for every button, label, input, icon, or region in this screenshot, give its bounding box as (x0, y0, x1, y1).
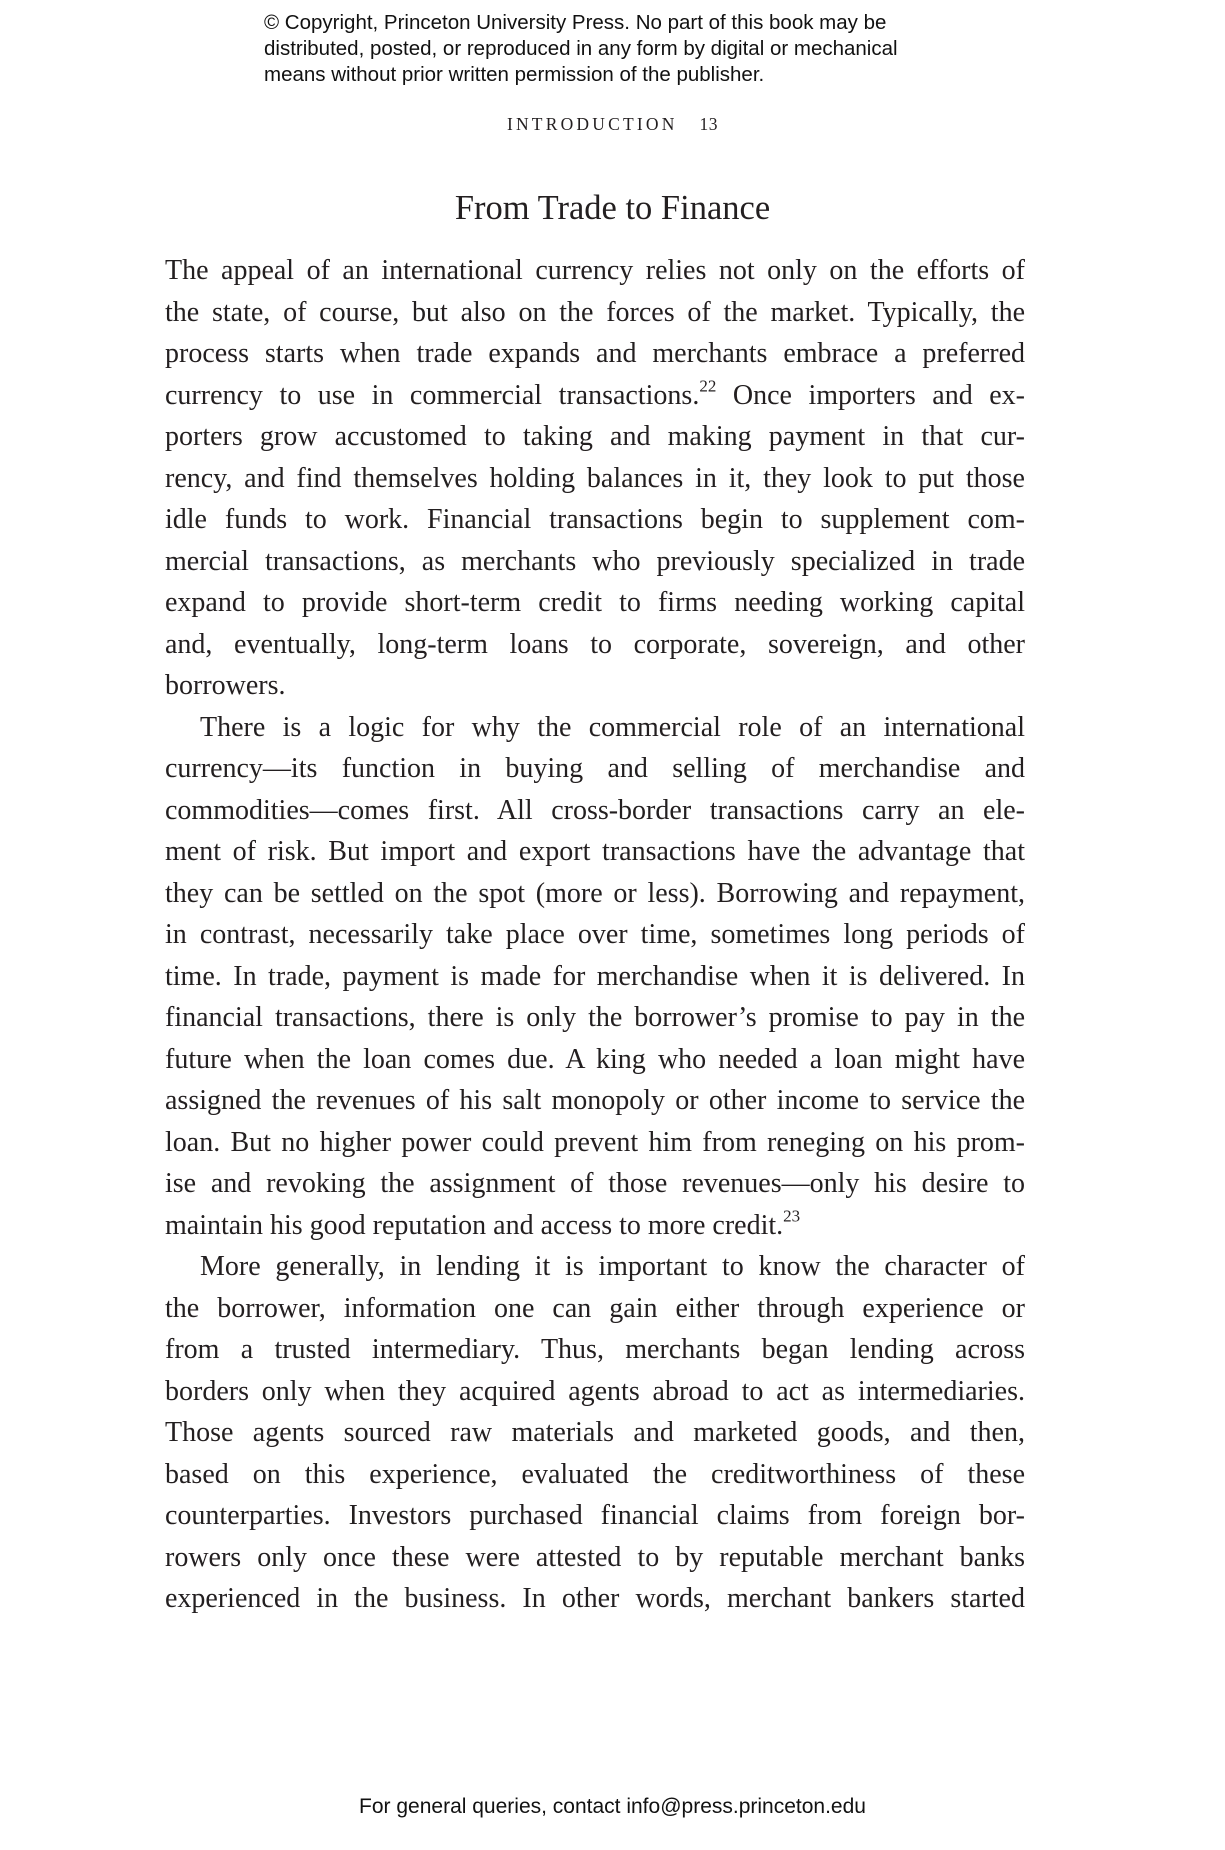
text-line: counterparties. Investors purchased financial claims from foreign bor- (165, 1500, 1025, 1531)
paragraph (165, 250, 1025, 707)
running-head (0, 114, 1225, 135)
text-line: borrowers. (165, 670, 286, 701)
text-line: future when the loan comes due. A king who needed a loan might have (165, 1043, 1025, 1075)
text-line: based on this experience, evaluated the creditworthiness of these (165, 1458, 1025, 1490)
page-number: 13 (699, 114, 719, 134)
text-line: loan. But no higher power could prevent him from reneging on his prom- (165, 1126, 1025, 1158)
text-line: currency—its function in buying and selling of merchandise and (165, 753, 1025, 784)
copyright-line: © Copyright, Princeton University Press. No part of this book may be (264, 11, 887, 34)
text-line: More generally, in lending it is important to know the character of (200, 1251, 1025, 1282)
text-line: from a trusted intermediary. Thus, merchants began lending across (165, 1334, 1025, 1365)
text-line-with-footnote (165, 1205, 1025, 1247)
text-line: There is a logic for why the commercial role of an international (200, 711, 1025, 743)
section-heading: From Trade to Finance (454, 189, 771, 227)
text-line: time. In trade, payment is made for merchandise when it is delivered. In (165, 960, 1025, 992)
text-line: Those agents sourced raw materials and marketed goods, and then, (165, 1417, 1025, 1448)
text-line: rowers only once these were attested to by reputable merchant banks (165, 1541, 1025, 1573)
footnote-ref[interactable]: 22 (699, 375, 717, 395)
copyright-line: means without prior written permission of the publisher. (264, 63, 765, 86)
text-line: commodities—comes first. All cross-border transactions carry an ele- (165, 794, 1025, 826)
text-line: process starts when trade expands and merchants embrace a preferred (165, 338, 1025, 369)
text-line: and, eventually, long-term loans to corporate, sovereign, and other (165, 628, 1025, 660)
text-line: mercial transactions, as merchants who previously specialized in trade (165, 545, 1025, 577)
text-segment: Once importers and ex- (716, 379, 1025, 411)
text-segment: maintain his good reputation and access to more credit. (165, 1209, 784, 1241)
text-line: The appeal of an international currency relies not only on the efforts of (165, 255, 1025, 286)
text-line: experienced in the business. In other words, merchant bankers started (165, 1583, 1025, 1614)
footer-contact: For general queries, contact info@press.princeton.edu (359, 1795, 866, 1818)
running-head-title: INTRODUCTION (506, 114, 678, 134)
text-line: they can be settled on the spot (more or less). Borrowing and repayment, (165, 877, 1025, 909)
text-line: the state, of course, but also on the forces of the market. Typically, the (165, 296, 1025, 328)
paragraph (165, 707, 1025, 1247)
body-text (165, 250, 1025, 1620)
text-line-with-footnote (165, 375, 1025, 417)
text-line: financial transactions, there is only the borrower’s promise to pay in the (165, 1002, 1025, 1033)
text-line: porters grow accustomed to taking and making payment in that cur- (165, 421, 1025, 452)
text-line: rency, and find themselves holding balances in it, they look to put those (165, 462, 1025, 494)
text-line: borders only when they acquired agents abroad to act as intermediaries. (165, 1375, 1025, 1407)
text-line: assigned the revenues of his salt monopoly or other income to service the (165, 1085, 1025, 1116)
footnote-ref[interactable]: 23 (783, 1205, 801, 1225)
copyright-notice (264, 10, 1024, 88)
text-line: expand to provide short-term credit to firms needing working capital (165, 587, 1025, 618)
text-line: idle funds to work. Financial transactions begin to supplement com- (165, 504, 1025, 535)
text-segment: currency to use in commercial transactions. (165, 379, 700, 411)
text-line: the borrower, information one can gain either through experience or (165, 1292, 1025, 1324)
text-line: ise and revoking the assignment of those revenues—only his desire to (165, 1168, 1025, 1199)
text-line: ment of risk. But import and export transactions have the advantage that (165, 836, 1025, 867)
copyright-line: distributed, posted, or reproduced in any form by digital or mechanical (264, 37, 898, 60)
text-line: in contrast, necessarily take place over time, sometimes long periods of (165, 919, 1025, 950)
paragraph (165, 1246, 1025, 1620)
